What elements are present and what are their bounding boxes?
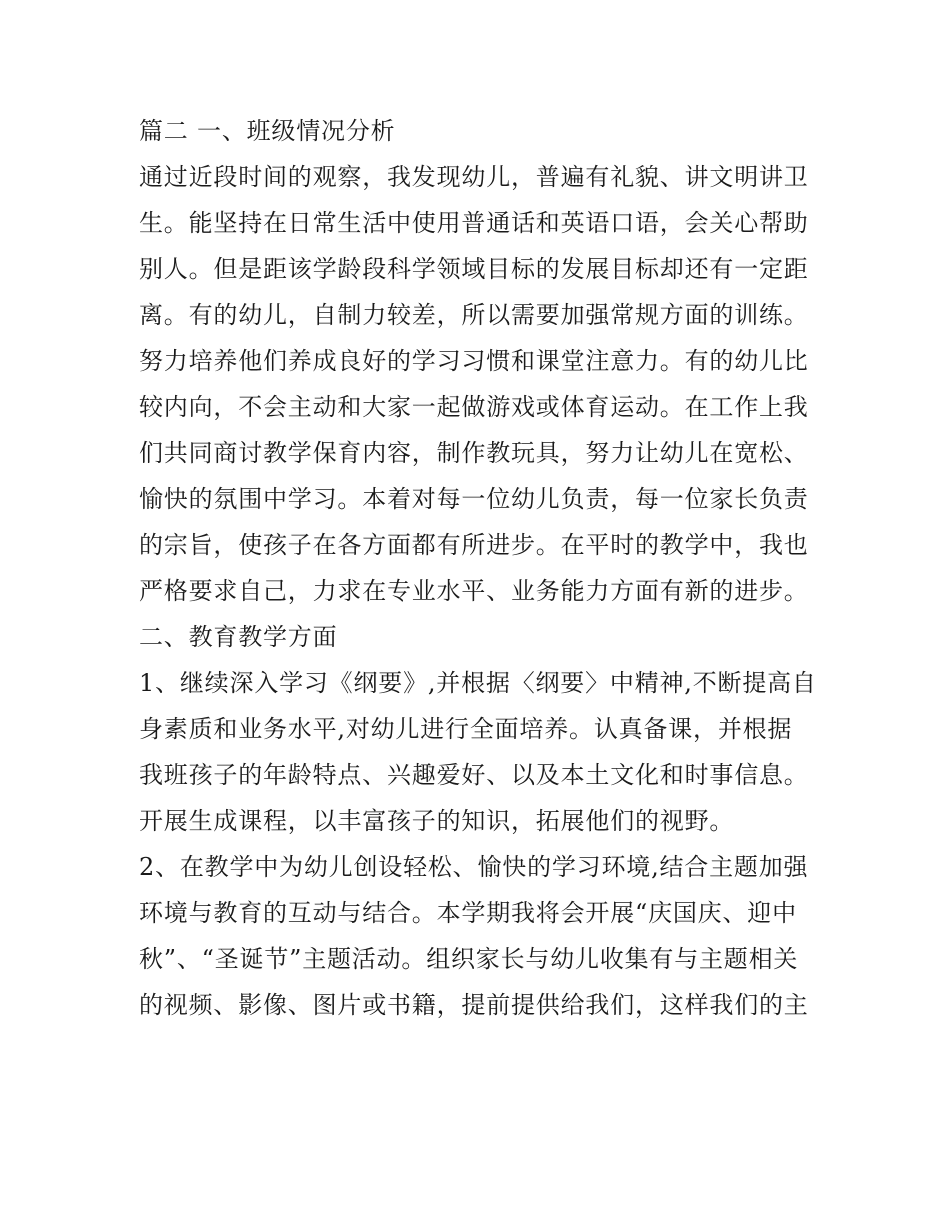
paragraph-line: 离。有的幼儿，自制力较差，所以需要加强常规方面的训练。 (139, 301, 809, 329)
list-item-line: 秋”、“圣诞节”主题活动。组织家长与幼儿收集有与主题相关 (139, 945, 799, 973)
list-item-line: 2、在教学中为幼儿创设轻松、愉快的学习环境,结合主题加强 (139, 853, 809, 881)
list-item-line: 我班孩子的年龄特点、兴趣爱好、以及本土文化和时事信息。 (139, 761, 809, 789)
list-item-line: 身素质和业务水平,对幼儿进行全面培养。认真备课，并根据 (139, 715, 793, 743)
section-heading: 二、教育教学方面 (139, 623, 338, 651)
list-item-line: 1、继续深入学习《纲要》,并根据〈纲要〉中精神,不断提高自 (139, 669, 817, 697)
paragraph-line: 较内向，不会主动和大家一起做游戏或体育运动。在工作上我 (139, 393, 809, 421)
paragraph-line: 严格要求自己，力求在专业水平、业务能力方面有新的进步。 (139, 577, 809, 605)
paragraph-line: 努力培养他们养成良好的学习习惯和课堂注意力。有的幼儿比 (139, 347, 809, 375)
paragraph-line: 生。能坚持在日常生活中使用普通话和英语口语，会关心帮助 (139, 209, 809, 237)
paragraph-line: 别人。但是距该学龄段科学领域目标的发展目标却还有一定距 (139, 255, 809, 283)
list-item-line: 开展生成课程，以丰富孩子的知识，拓展他们的视野。 (139, 807, 735, 835)
section-heading: 篇二 一、班级情况分析 (139, 117, 396, 145)
list-item-line: 环境与教育的互动与结合。本学期我将会开展“庆国庆、迎中 (139, 899, 797, 927)
paragraph-line: 们共同商讨教学保育内容，制作教玩具，努力让幼儿在宽松、 (139, 439, 809, 467)
document-body (139, 108, 819, 1028)
paragraph-line: 通过近段时间的观察，我发现幼儿，普遍有礼貌、讲文明讲卫 (139, 163, 809, 191)
list-item-line: 的视频、影像、图片或书籍，提前提供给我们，这样我们的主 (139, 991, 809, 1019)
paragraph-line: 愉快的氛围中学习。本着对每一位幼儿负责，每一位家长负责 (139, 485, 809, 513)
paragraph-line: 的宗旨，使孩子在各方面都有所进步。在平时的教学中，我也 (139, 531, 809, 559)
